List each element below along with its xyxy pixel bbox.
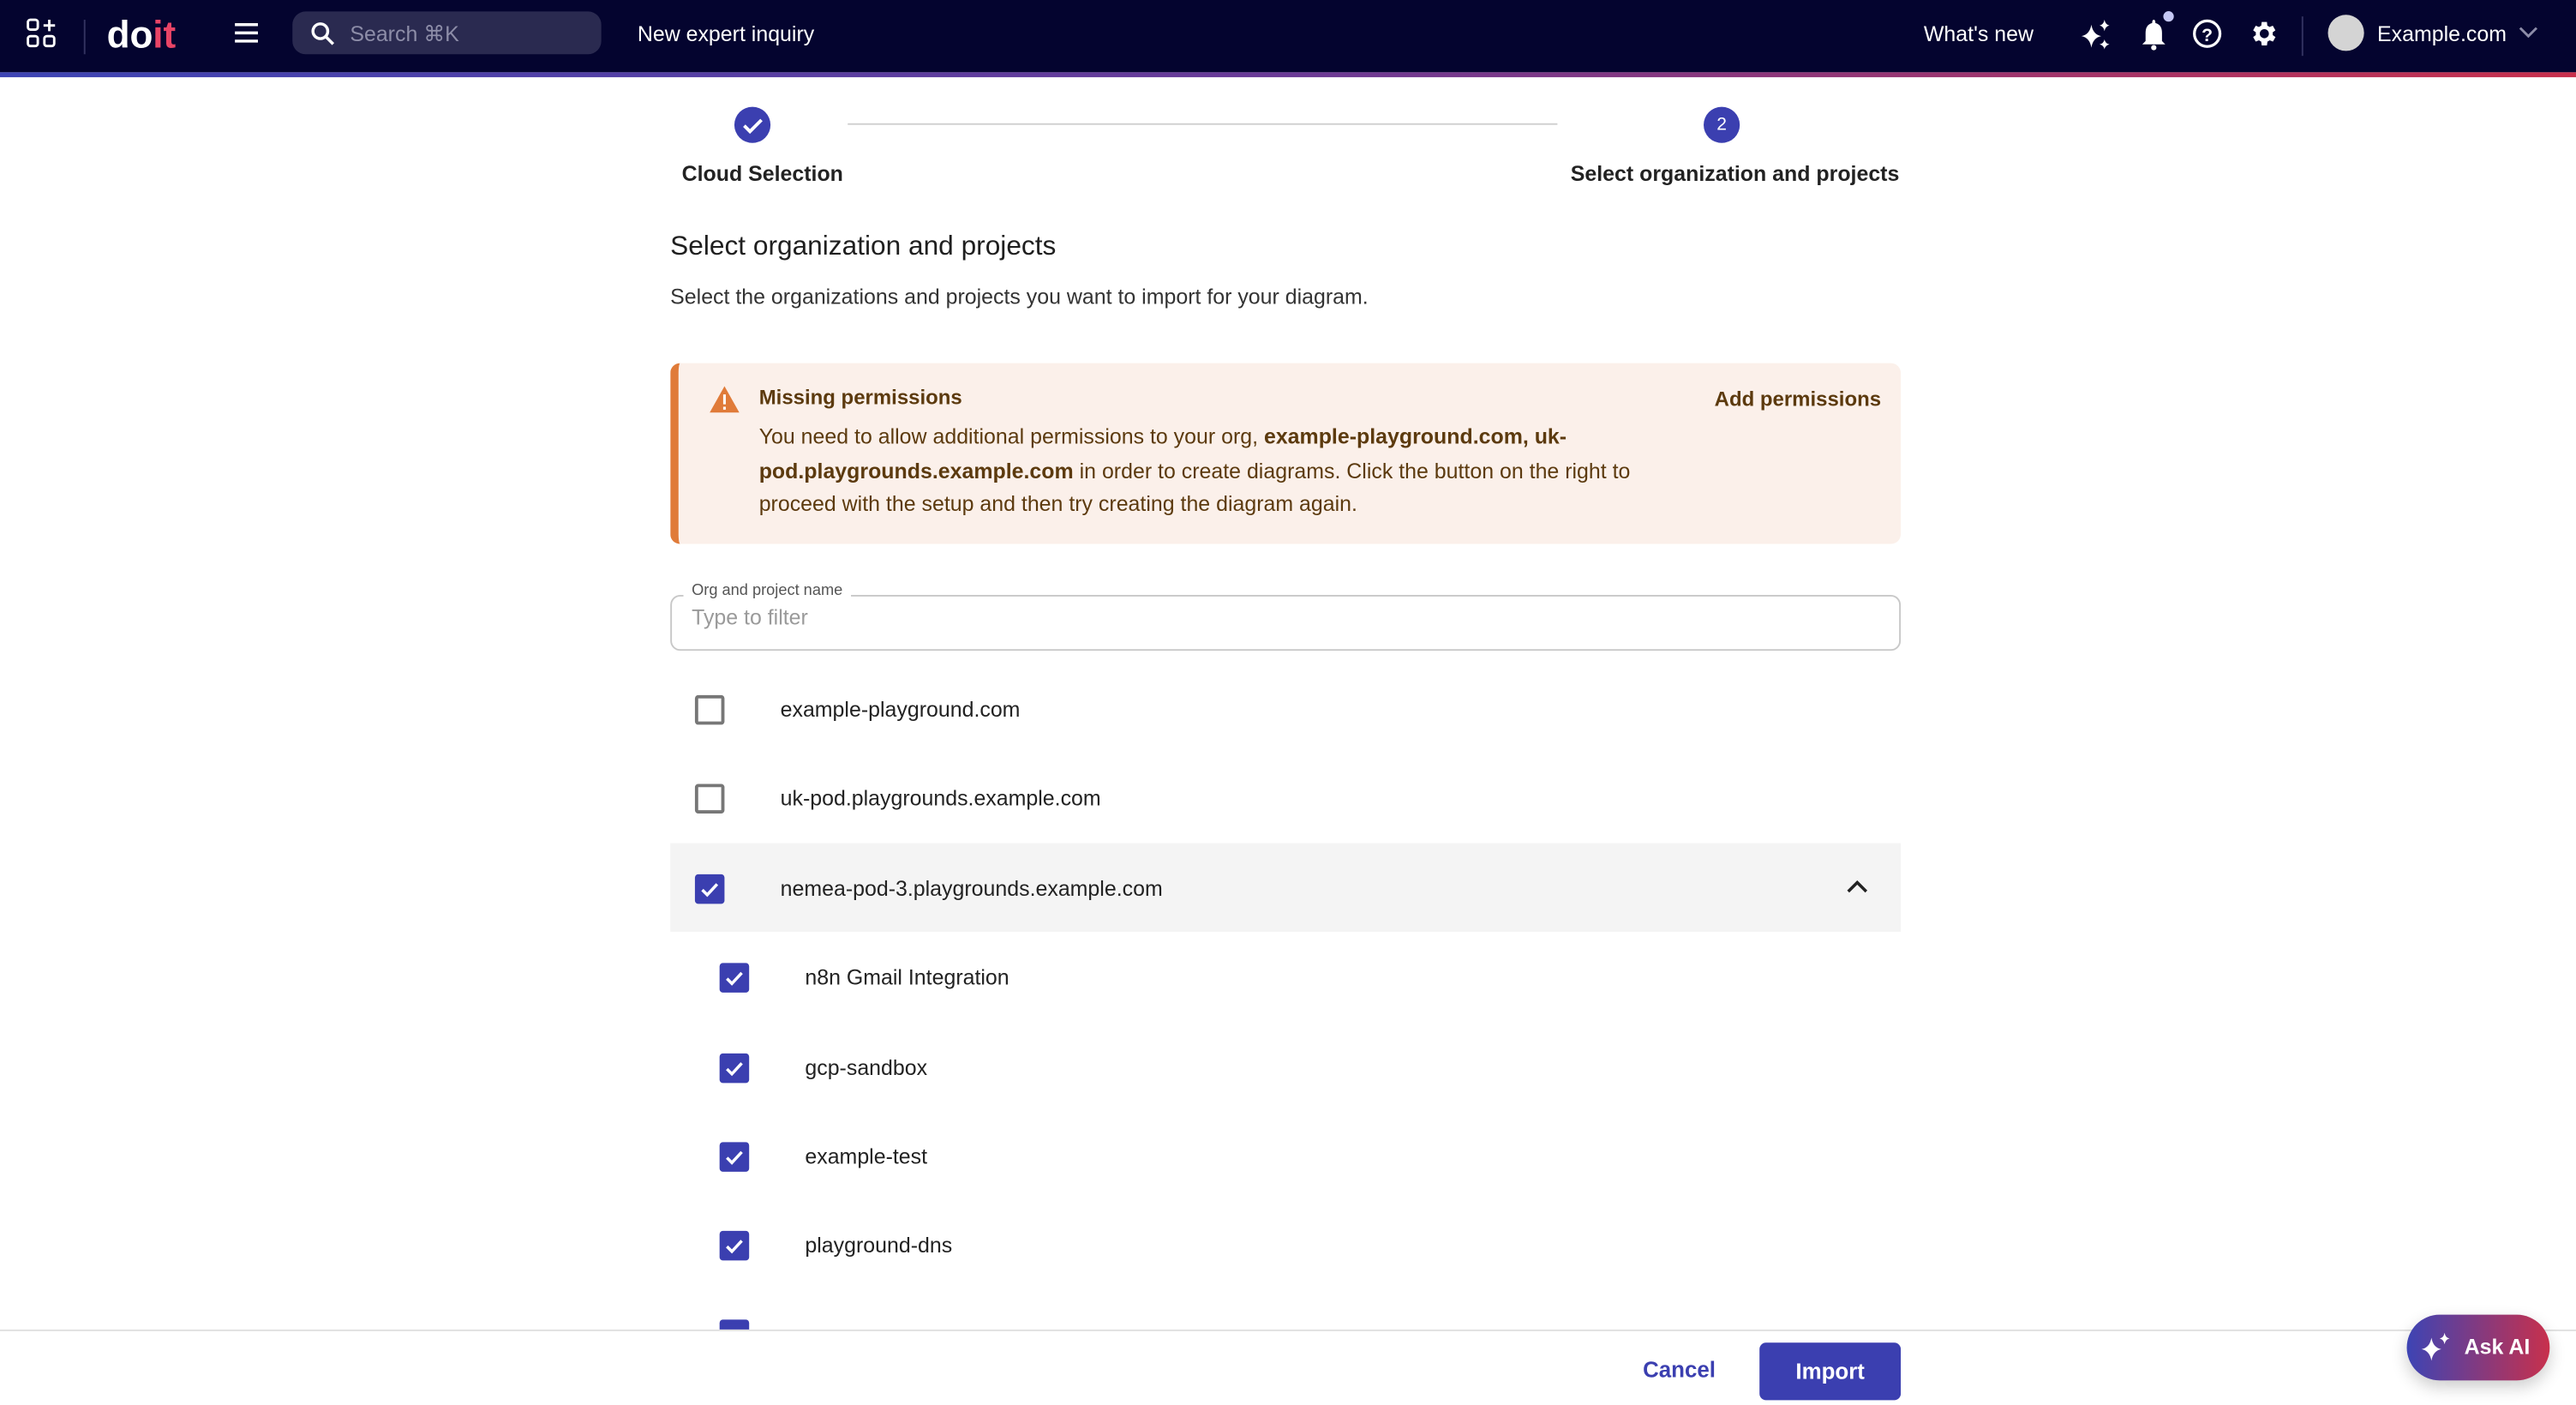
- svg-text:?: ?: [2202, 25, 2214, 45]
- warning-icon: [708, 385, 740, 415]
- step-2-number: 2: [1704, 107, 1740, 143]
- section-subtitle: Select the organizations and projects you want to import for your diagram.: [670, 284, 1369, 309]
- project-checkbox-checked[interactable]: [720, 1231, 750, 1261]
- brand-gradient-bar: [0, 72, 2576, 77]
- alert-text: in order to create diagrams. Click the button on the right to proceed with the setup and then try creating the diagram again.: [758, 457, 1631, 516]
- avatar[interactable]: [2328, 15, 2364, 51]
- cancel-button[interactable]: Cancel: [1643, 1357, 1716, 1383]
- notifications-bell-icon[interactable]: [2137, 10, 2180, 53]
- sparkle-icon: [2420, 1331, 2453, 1364]
- org-checkbox[interactable]: [695, 784, 725, 814]
- account-name[interactable]: Example.com: [2377, 21, 2507, 46]
- add-permissions-button[interactable]: Add permissions: [1714, 387, 1882, 411]
- org-name: uk-pod.playgrounds.example.com: [780, 785, 1101, 811]
- svg-text:it: it: [153, 15, 177, 55]
- apps-grid-icon[interactable]: [27, 18, 59, 51]
- project-name: gcp-sandbox: [805, 1054, 928, 1080]
- stepper-connector: [848, 123, 1557, 125]
- check-icon: [723, 1145, 746, 1168]
- hamburger-menu-icon[interactable]: [233, 21, 260, 45]
- alert-text: You need to allow additional permissions to your org,: [758, 423, 1264, 449]
- section-title: Select organization and projects: [670, 231, 1057, 261]
- ask-ai-label: Ask AI: [2464, 1334, 2531, 1360]
- org-name: nemea-pod-3.playgrounds.example.com: [780, 875, 1163, 901]
- footer-action-bar: [0, 1330, 2576, 1405]
- project-name: n8n Gmail Integration: [805, 964, 1009, 990]
- filter-label: Org and project name: [684, 582, 851, 600]
- org-project-filter-input[interactable]: [670, 595, 1901, 651]
- check-icon: [723, 966, 746, 989]
- check-icon: [723, 1234, 746, 1258]
- import-button[interactable]: Import: [1759, 1342, 1901, 1400]
- check-icon: [698, 878, 722, 901]
- ask-ai-button[interactable]: [2407, 1315, 2550, 1381]
- org-checkbox[interactable]: [695, 695, 725, 725]
- search-icon: [310, 21, 335, 46]
- project-name: example-test: [805, 1144, 928, 1169]
- step-2-label: Select organization and projects: [1570, 160, 1900, 186]
- help-icon[interactable]: [2191, 18, 2222, 49]
- sparkle-ai-icon[interactable]: [2080, 18, 2112, 51]
- missing-permissions-alert: [670, 363, 1901, 544]
- alert-title: Missing permissions: [758, 386, 962, 410]
- step-1-complete: [734, 107, 770, 143]
- search-placeholder: Search ⌘K: [350, 21, 459, 46]
- divider: [84, 20, 86, 54]
- project-checkbox-checked[interactable]: [720, 1054, 750, 1084]
- project-name: playground-dns: [805, 1232, 953, 1258]
- alert-message: [759, 421, 1655, 522]
- org-name: example-playground.com: [780, 696, 1021, 722]
- chevron-down-icon[interactable]: [2519, 27, 2538, 39]
- step-1-label: Cloud Selection: [681, 160, 843, 186]
- check-icon: [723, 1057, 746, 1080]
- chevron-up-icon[interactable]: [1847, 880, 1868, 894]
- page-title: New expert inquiry: [637, 21, 815, 46]
- svg-text:do: do: [106, 15, 153, 55]
- filter-placeholder: Type to filter: [692, 604, 808, 630]
- search-input[interactable]: [292, 11, 601, 54]
- check-icon: [734, 107, 770, 143]
- whats-new-link[interactable]: What's new: [1923, 21, 2034, 46]
- settings-gear-icon[interactable]: [2248, 18, 2279, 49]
- project-checkbox-checked[interactable]: [720, 1142, 750, 1172]
- doit-logo[interactable]: [105, 15, 204, 54]
- project-checkbox-checked[interactable]: [720, 963, 750, 993]
- divider: [2302, 16, 2303, 56]
- org-checkbox-checked[interactable]: [695, 874, 725, 904]
- alert-org-names: example-playground.com, uk-pod.playgrounds.example.com: [758, 423, 1567, 483]
